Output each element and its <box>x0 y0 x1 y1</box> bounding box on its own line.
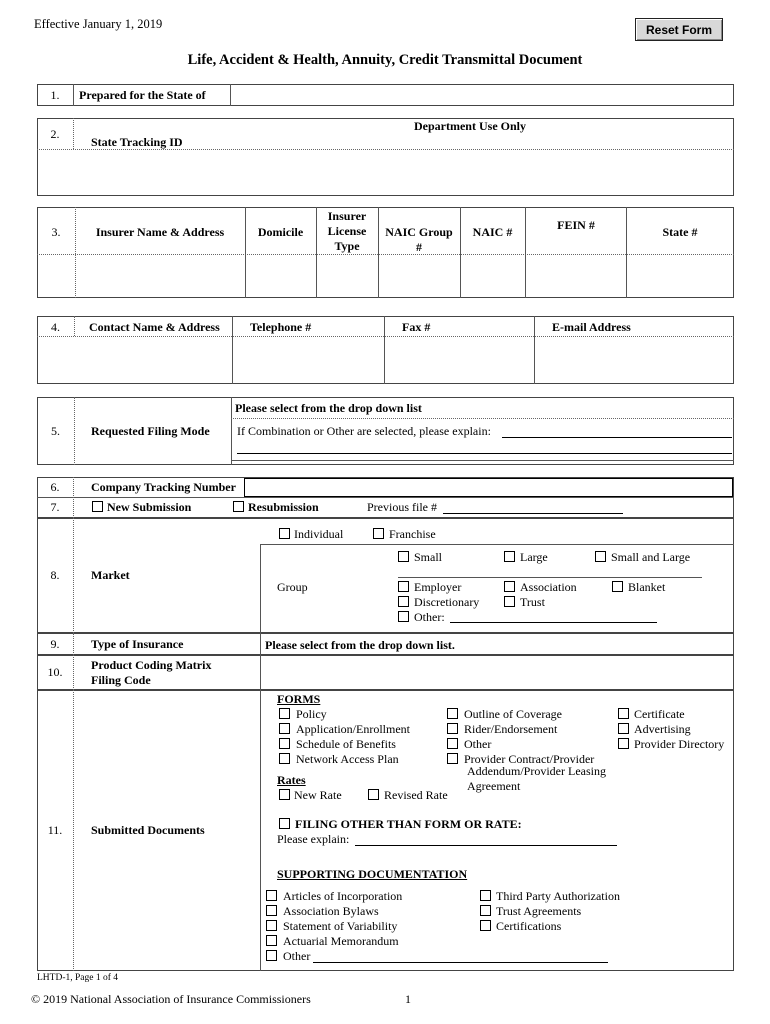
actuarial-memorandum-checkbox[interactable] <box>266 935 277 946</box>
page-identifier: LHTD-1, Page 1 of 4 <box>37 973 118 983</box>
individual-checkbox[interactable] <box>279 528 290 539</box>
large-checkbox[interactable] <box>504 551 515 562</box>
statement-of-variability-label: Statement of Variability <box>283 919 398 933</box>
filing-other-explain-input[interactable] <box>355 845 617 846</box>
domicile-header: Domicile <box>257 225 304 239</box>
outline-of-coverage-label: Outline of Coverage <box>464 707 562 721</box>
certifications-label: Certifications <box>496 919 562 933</box>
association-checkbox[interactable] <box>504 581 515 592</box>
section-7-number: 7. <box>50 500 60 514</box>
reset-form-button[interactable]: Reset Form <box>635 18 723 41</box>
filing-other-checkbox[interactable] <box>279 818 290 829</box>
policy-label: Policy <box>296 707 327 721</box>
supporting-documentation-heading: SUPPORTING DOCUMENTATION <box>277 867 468 881</box>
small-checkbox[interactable] <box>398 551 409 562</box>
statement-of-variability-checkbox[interactable] <box>266 920 277 931</box>
filing-other-label: FILING OTHER THAN FORM OR RATE: <box>295 817 522 831</box>
filing-mode-explain-label: If Combination or Other are selected, please explain: <box>237 424 491 438</box>
other-form-label: Other <box>464 737 492 751</box>
section-4-number: 4. <box>51 320 60 334</box>
filing-mode-explain-line-2[interactable] <box>237 453 732 454</box>
naic-group-header: NAIC Group # <box>385 225 453 254</box>
filing-mode-dropdown[interactable]: Please select from the drop down list <box>235 401 422 415</box>
employer-label: Employer <box>414 580 462 594</box>
schedule-of-benefits-checkbox[interactable] <box>279 738 290 749</box>
outline-of-coverage-checkbox[interactable] <box>447 708 458 719</box>
section-8 <box>37 518 734 633</box>
application-enrollment-checkbox[interactable] <box>279 723 290 734</box>
requested-filing-mode-label: Requested Filing Mode <box>91 424 210 438</box>
network-access-plan-label: Network Access Plan <box>296 752 399 766</box>
prepared-for-label: Prepared for the State of <box>79 88 206 102</box>
state-number-header: State # <box>662 225 698 239</box>
advertising-label: Advertising <box>634 722 691 736</box>
insurer-name-header: Insurer Name & Address <box>95 225 225 239</box>
prepared-for-state-input[interactable] <box>232 86 734 104</box>
section-8-number: 8. <box>50 568 60 582</box>
fax-header: Fax # <box>402 320 431 334</box>
small-and-large-label: Small and Large <box>611 550 691 564</box>
section-9-number: 9. <box>50 637 60 651</box>
department-use-only-label: Department Use Only <box>414 119 526 133</box>
market-label: Market <box>91 568 130 582</box>
section-10-number: 10. <box>47 665 63 679</box>
association-bylaws-checkbox[interactable] <box>266 905 277 916</box>
actuarial-memorandum-label: Actuarial Memorandum <box>283 934 399 948</box>
provider-directory-checkbox[interactable] <box>618 738 629 749</box>
new-rate-label: New Rate <box>294 788 342 802</box>
large-label: Large <box>520 550 548 564</box>
submitted-documents-label: Submitted Documents <box>91 823 205 837</box>
policy-checkbox[interactable] <box>279 708 290 719</box>
rates-heading: Rates <box>277 773 306 787</box>
product-coding-matrix-label: Product Coding Matrix <box>91 658 212 672</box>
contact-name-header: Contact Name & Address <box>89 320 220 334</box>
forms-heading: FORMS <box>277 692 321 706</box>
trust-agreements-checkbox[interactable] <box>480 905 491 916</box>
third-party-authorization-label: Third Party Authorization <box>496 889 620 903</box>
other-support-label: Other <box>283 949 311 963</box>
rider-endorsement-checkbox[interactable] <box>447 723 458 734</box>
previous-file-label: Previous file # <box>367 500 437 514</box>
advertising-checkbox[interactable] <box>618 723 629 734</box>
discretionary-label: Discretionary <box>414 595 480 609</box>
discretionary-checkbox[interactable] <box>398 596 409 607</box>
section-5-number: 5. <box>51 424 60 438</box>
new-rate-checkbox[interactable] <box>279 789 290 800</box>
other-market-input[interactable] <box>450 622 657 623</box>
page-title: Life, Accident & Health, Annuity, Credit Transmittal Document <box>187 52 583 68</box>
revised-rate-label: Revised Rate <box>384 788 448 802</box>
filing-code-label: Filing Code <box>91 673 151 687</box>
small-and-large-checkbox[interactable] <box>595 551 606 562</box>
schedule-of-benefits-label: Schedule of Benefits <box>296 737 396 751</box>
revised-rate-checkbox[interactable] <box>368 789 379 800</box>
effective-date: Effective January 1, 2019 <box>34 17 163 31</box>
trust-checkbox[interactable] <box>504 596 515 607</box>
individual-label: Individual <box>294 527 344 541</box>
section-6-number: 6. <box>50 480 60 494</box>
company-tracking-number-label: Company Tracking Number <box>91 480 236 494</box>
copyright-notice: © 2019 National Association of Insurance Commissioners <box>31 992 311 1006</box>
provider-contract-label-1: Provider Contract/Provider <box>464 752 595 766</box>
fein-header: FEIN # <box>557 218 595 232</box>
rider-endorsement-label: Rider/Endorsement <box>464 722 558 736</box>
blanket-checkbox[interactable] <box>612 581 623 592</box>
group-label: Group <box>277 580 308 594</box>
page-number: 1 <box>405 992 411 1006</box>
insurer-license-type-header: Insurer License Type <box>327 209 367 253</box>
section-11-number: 11. <box>47 823 63 837</box>
network-access-plan-checkbox[interactable] <box>279 753 290 764</box>
type-of-insurance-dropdown[interactable]: Please select from the drop down list. <box>265 638 455 652</box>
association-bylaws-label: Association Bylaws <box>283 904 379 918</box>
provider-contract-checkbox[interactable] <box>447 753 458 764</box>
new-submission-label: New Submission <box>107 500 192 514</box>
franchise-label: Franchise <box>389 527 436 541</box>
third-party-authorization-checkbox[interactable] <box>480 890 491 901</box>
section-2-number: 2. <box>50 127 60 141</box>
provider-contract-label-3: Agreement <box>467 779 521 793</box>
provider-directory-label: Provider Directory <box>634 737 725 751</box>
company-tracking-number-input[interactable] <box>244 478 733 497</box>
other-market-label: Other: <box>414 610 445 624</box>
application-enrollment-label: Application/Enrollment <box>296 722 410 736</box>
filing-code-input[interactable] <box>263 658 735 686</box>
telephone-header: Telephone # <box>250 320 312 334</box>
filing-other-explain-label: Please explain: <box>277 832 350 846</box>
association-label: Association <box>520 580 577 594</box>
other-support-input[interactable] <box>313 962 608 963</box>
resubmission-label: Resubmission <box>248 500 319 514</box>
certificate-checkbox[interactable] <box>618 708 629 719</box>
trust-agreements-label: Trust Agreements <box>496 904 582 918</box>
resubmission-checkbox[interactable] <box>233 501 244 512</box>
previous-file-input[interactable] <box>443 513 623 514</box>
state-tracking-id-label: State Tracking ID <box>91 135 183 149</box>
section-1-number: 1. <box>50 88 60 102</box>
trust-label: Trust <box>520 595 545 609</box>
certifications-checkbox[interactable] <box>480 920 491 931</box>
small-label: Small <box>414 550 443 564</box>
certificate-label: Certificate <box>634 707 685 721</box>
section-3-number: 3. <box>51 225 61 239</box>
email-header: E-mail Address <box>552 320 631 334</box>
new-submission-checkbox[interactable] <box>92 501 103 512</box>
other-form-checkbox[interactable] <box>447 738 458 749</box>
articles-of-incorporation-label: Articles of Incorporation <box>283 889 403 903</box>
naic-number-header: NAIC # <box>472 225 513 239</box>
provider-contract-label-2: Addendum/Provider Leasing <box>467 764 606 778</box>
filing-mode-explain-line[interactable] <box>502 437 732 438</box>
franchise-checkbox[interactable] <box>373 528 384 539</box>
employer-checkbox[interactable] <box>398 581 409 592</box>
type-of-insurance-label: Type of Insurance <box>91 637 184 651</box>
other-support-checkbox[interactable] <box>266 950 277 961</box>
state-tracking-id-input[interactable] <box>40 152 734 192</box>
blanket-label: Blanket <box>628 580 666 594</box>
other-market-checkbox[interactable] <box>398 611 409 622</box>
articles-of-incorporation-checkbox[interactable] <box>266 890 277 901</box>
